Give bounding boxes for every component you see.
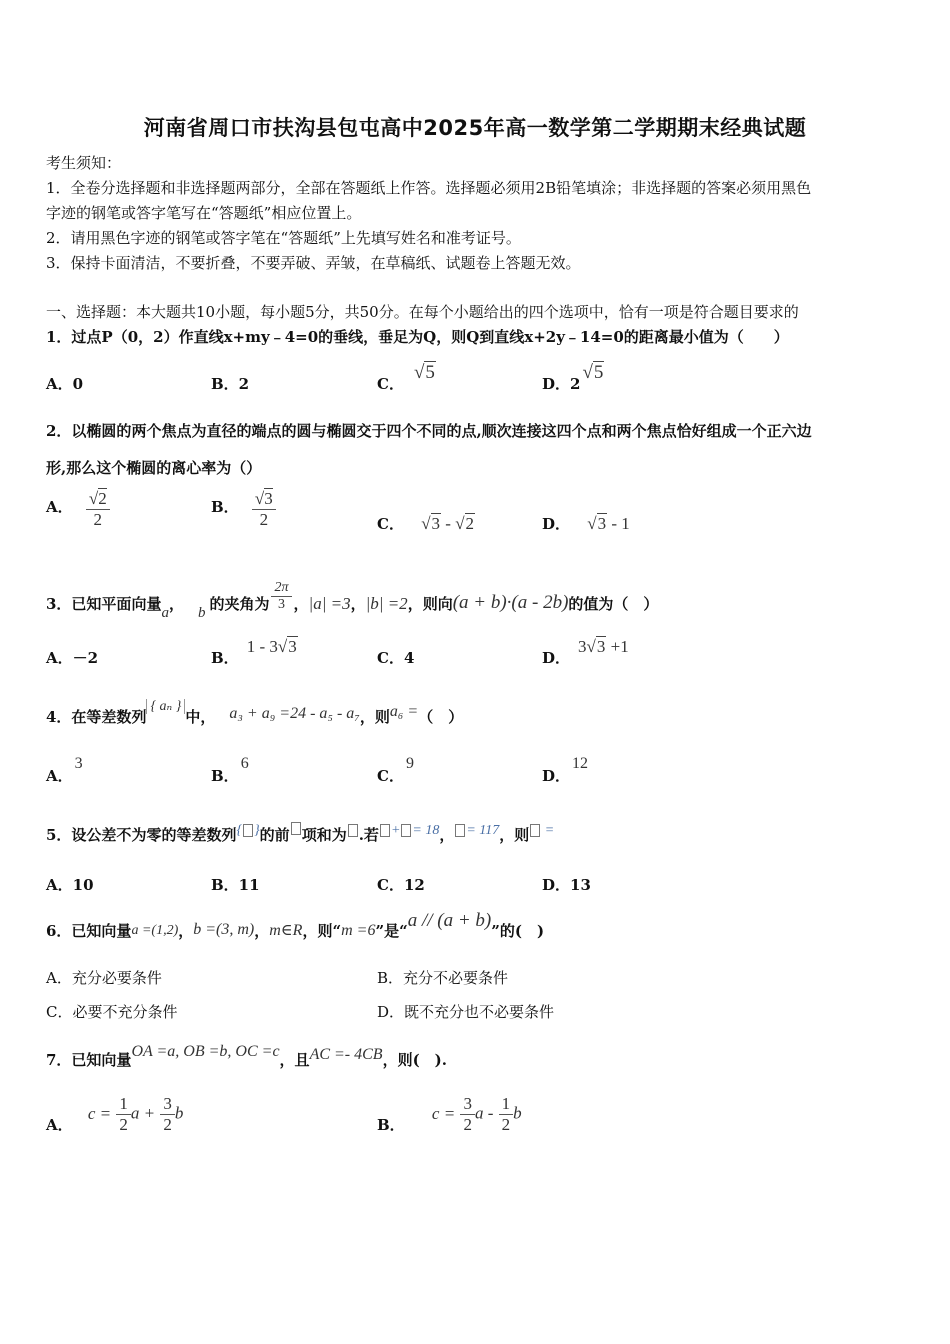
q2-stem-line-1: 2．以椭圆的两个焦点为直径的端点的圆与椭圆交于四个不同的点,顺次连接这四个点和两个焦点恰好组成一个正六边	[46, 422, 812, 440]
q2-option-d: D． √3 - 1	[542, 514, 630, 533]
notice-line-1a: 1．全卷分选择题和非选择题两部分，全部在答题纸上作答。选择题必须用2B铅笔填涂；非选择题的答案必须用黑色	[46, 179, 812, 197]
q6-option-a: A．充分必要条件	[46, 969, 162, 987]
page-title: 河南省周口市扶沟县包屯高中2025年高一数学第二学期期末经典试题	[143, 116, 807, 140]
notice-heading: 考生须知：	[46, 154, 122, 172]
q3-option-d: D．3√3 +1	[542, 637, 629, 667]
q7-option-a: A． c = $\frac{1}{2}$ a + $\frac{3}{2}$ b	[46, 1094, 184, 1134]
q4-option-c: C．9	[377, 755, 414, 785]
notice-line-2: 2．请用黑色字迹的钢笔或答字笔在“答题纸”上先填写姓名和准考证号。	[46, 229, 521, 247]
q5-option-d: D．13	[542, 876, 591, 894]
q1-option-d: D．2√5	[542, 362, 604, 393]
q1-option-c: C．√5	[377, 362, 435, 393]
q2-option-a: A． $\frac{√2}{2}$	[46, 489, 110, 530]
q5-option-a: A．10	[46, 876, 94, 894]
q5-option-b: B．11	[211, 876, 260, 894]
q7-stem: 7．已知向量OA =a, OB =b, OC =c，且AC =- 4CB，则( ).	[46, 1043, 447, 1069]
notice-line-1b: 字迹的钢笔或答字笔写在“答题纸”相应位置上。	[46, 204, 362, 222]
q6-stem: 6．已知向量a =(1,2)，b =(3, m)，m∈R，则“m =6”是“a // (a + b)”的( )	[46, 910, 545, 940]
q1-option-b: B．2	[211, 375, 250, 393]
section-heading: 一、选择题：本大题共10小题，每小题5分，共50分。在每个小题给出的四个选项中，恰有一项是符合题目要求的	[46, 303, 799, 321]
q4-option-a: A．3	[46, 755, 83, 785]
q3-option-c: C．4	[377, 649, 415, 667]
q3-option-b: B．1 - 3√3	[211, 637, 297, 667]
q1-stem: 1．过点P（0，2）作直线x+my﹣4=0的垂线，垂足为Q，则Q到直线x+2y﹣14=0的距离最小值为（ ）	[46, 328, 789, 346]
q5-stem: 5．设公差不为零的等差数列{ }的前 项和为 .若 + = 18， = 117，则 =	[46, 823, 555, 844]
q6-option-c: C．必要不充分条件	[46, 1003, 178, 1021]
q4-option-b: B．6	[211, 755, 249, 785]
q6-option-d: D．既不充分也不必要条件	[377, 1003, 555, 1021]
q3-option-a: A．－2	[46, 649, 99, 667]
q2-option-c: C． √3 - √2	[377, 514, 475, 533]
q4-option-d: D．12	[542, 755, 589, 785]
q5-option-c: C．12	[377, 876, 425, 894]
q2-option-b: B． $\frac{√3}{2}$	[211, 489, 276, 530]
notice-line-3: 3．保持卡面清洁，不要折叠，不要弄破、弄皱，在草稿纸、试题卷上答题无效。	[46, 254, 581, 272]
q3-stem: 3．已知平面向量a， b 的夹角为 $\frac{2\pi}{3}$ ，|a| =3，|b| =2，则向(a + b)·(a - 2b)的值为（ ）	[46, 580, 659, 621]
q6-option-b: B．充分不必要条件	[377, 969, 509, 987]
q2-stem-line-2: 形,那么这个椭圆的离心率为（）	[46, 459, 262, 477]
q1-option-a: A．0	[46, 375, 84, 393]
q4-stem: 4．在等差数列{ aₙ }中， a₃ + a₉ =24 - a₅ - a₇，则a₆ =（ ）	[46, 699, 464, 726]
q7-option-b: B． c = $\frac{3}{2}$ a - $\frac{1}{2}$ b	[377, 1094, 522, 1134]
